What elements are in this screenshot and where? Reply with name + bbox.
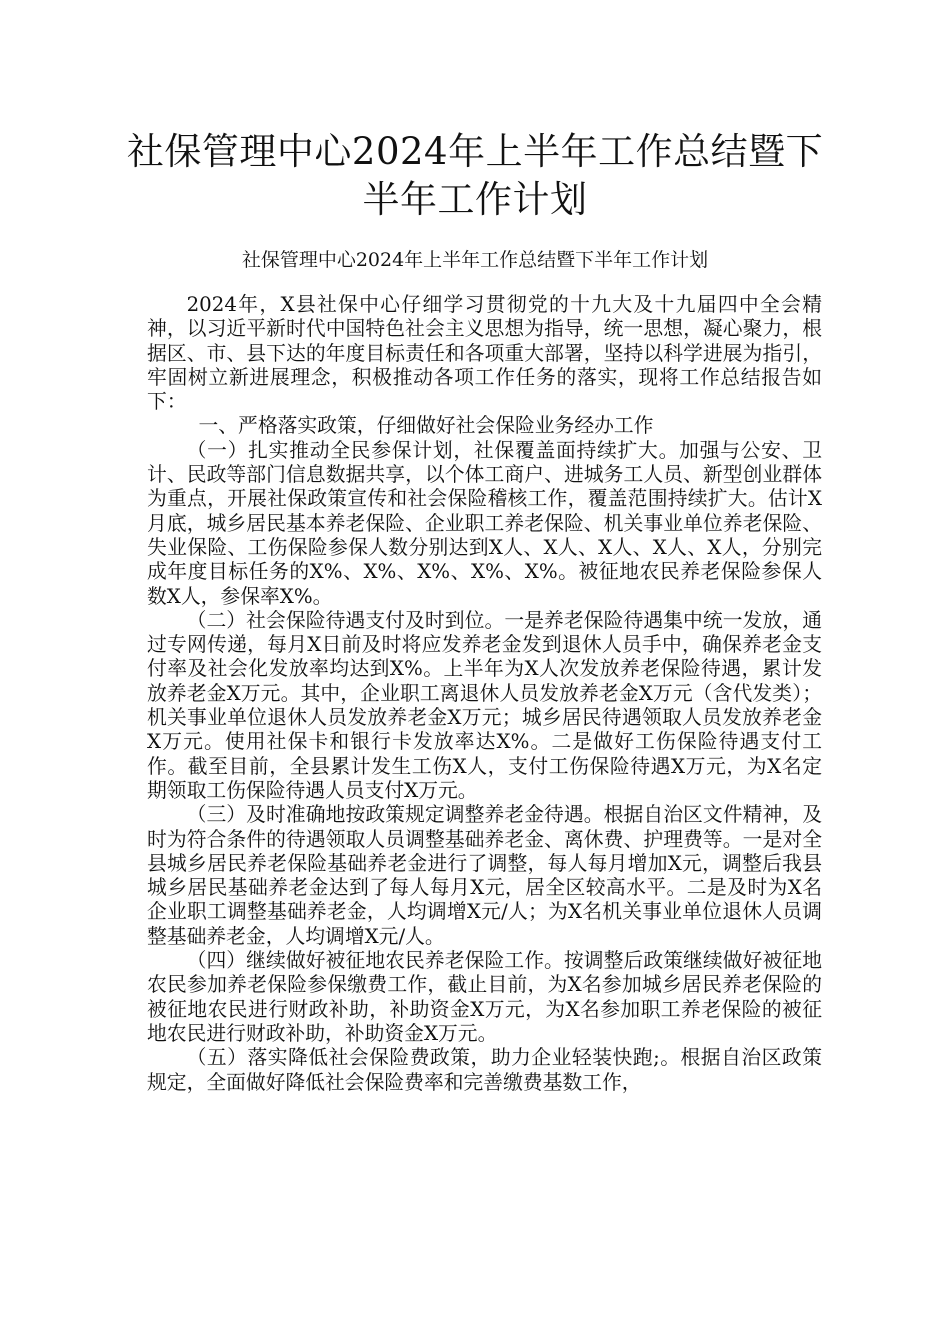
document-body xyxy=(147,293,822,1095)
document-title: 社保管理中心2024年上半年工作总结暨下半年工作计划 xyxy=(126,130,824,221)
intro-paragraph: 2024年，X县社保中心仔细学习贯彻党的十九大及十九届四中全会精神，以习近平新时代中国特色社会主义思想为指导，统一思想，凝心聚力，根据区、市、县下达的年度目标责任和各项重大部署，坚持以科学进展为指引，牢固树立新进展理念，积极推动各项工作任务的落实，现将工作总结报告如下： xyxy=(147,293,822,414)
body-paragraph: （五）落实降低社会保险费政策，助力企业轻装快跑;。根据自治区政策规定，全面做好降低社会保险费率和完善缴费基数工作， xyxy=(147,1046,822,1094)
body-paragraph: （一）扎实推动全民参保计划，社保覆盖面持续扩大。加强与公安、卫计、民政等部门信息数据共享，以个体工商户、进城务工人员、新型创业群体为重点，开展社保政策宣传和社会保险稽核工作，覆盖范围持续扩大。估计X月底，城乡居民基本养老保险、企业职工养老保险、机关事业单位养老保险、失业保险、工伤保险参保人数分别达到X人、X人、X人、X人、X人，分别完成年度目标任务的X%、X%、X%、X%、X%。被征地农民养老保险参保人数X人，参保率X%。 xyxy=(147,438,822,608)
body-paragraph: （四）继续做好被征地农民养老保险工作。按调整后政策继续做好被征地农民参加养老保险参保缴费工作，截止目前，为X名参加城乡居民养老保险的被征地农民进行财政补助，补助资金X万元，为X名参加职工养老保险的被征地农民进行财政补助，补助资金X万元。 xyxy=(147,949,822,1045)
body-paragraph: （三）及时准确地按政策规定调整养老金待遇。根据自治区文件精神，及时为符合条件的待遇领取人员调整基础养老金、离休费、护理费等。一是对全县城乡居民养老保险基础养老金进行了调整，每人每月增加X元，调整后我县城乡居民基础养老金达到了每人每月X元，居全区较高水平。二是及时为X名企业职工调整基础养老金，人均调增X元/人；为X名机关事业单位退休人员调整基础养老金，人均调增X元/人。 xyxy=(147,803,822,948)
body-paragraph: （二）社会保险待遇支付及时到位。一是养老保险待遇集中统一发放，通过专网传递，每月X日前及时将应发养老金发到退休人员手中，确保养老金支付率及社会化发放率均达到X%。上半年为X人次发放养老保险待遇，累计发放养老金X万元。其中，企业职工离退休人员发放养老金X万元（含代发类）；机关事业单位退休人员发放养老金X万元；城乡居民待遇领取人员发放养老金X万元。使用社保卡和银行卡发放率达X%。二是做好工伤保险待遇支付工作。截至目前，全县累计发生工伤X人，支付工伤保险待遇X万元，为X名定期领取工伤保险待遇人员支付X万元。 xyxy=(147,608,822,802)
section-heading: 一、严格落实政策，仔细做好社会保险业务经办工作 xyxy=(198,414,654,438)
document-subtitle: 社保管理中心2024年上半年工作总结暨下半年工作计划 xyxy=(241,249,709,271)
